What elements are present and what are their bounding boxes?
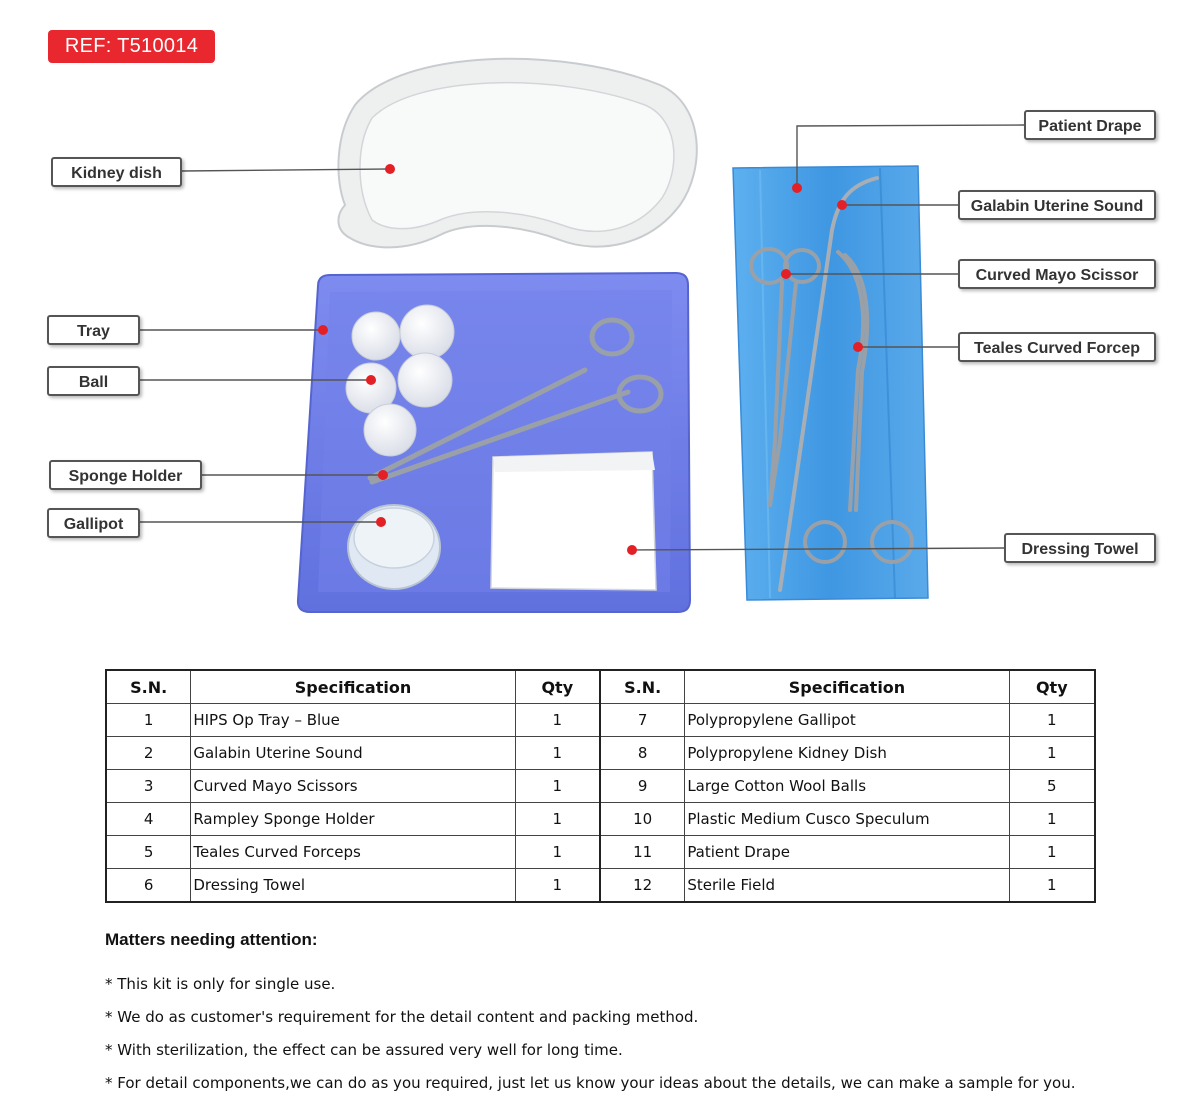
cell-sn: 3 — [106, 770, 191, 803]
note-item: * This kit is only for single use. — [105, 975, 336, 993]
cell-qty: 1 — [1009, 869, 1095, 903]
cell-qty: 1 — [1009, 836, 1095, 869]
cell-spec: Patient Drape — [685, 836, 1009, 869]
cell-spec: Polypropylene Kidney Dish — [685, 737, 1009, 770]
callout-dressing-towel: Dressing Towel — [1004, 533, 1156, 563]
cell-spec: Rampley Sponge Holder — [191, 803, 515, 836]
gallipot-image — [348, 505, 440, 589]
notes-title: Matters needing attention: — [105, 930, 318, 949]
note-item: * We do as customer's requirement for the detail content and packing method. — [105, 1008, 699, 1026]
callout-tray: Tray — [47, 315, 140, 345]
callout-curved-mayo-scissor: Curved Mayo Scissor — [958, 259, 1156, 289]
kidney-dish-image — [338, 59, 696, 248]
cell-sn: 2 — [106, 737, 191, 770]
cell-qty: 5 — [1009, 770, 1095, 803]
callout-sponge-holder: Sponge Holder — [49, 460, 202, 490]
cell-sn: 7 — [600, 704, 685, 737]
cell-qty: 1 — [515, 869, 600, 903]
cell-qty: 1 — [515, 836, 600, 869]
table-row — [106, 869, 1095, 903]
callout-kidney-dish: Kidney dish — [51, 157, 182, 187]
cell-qty: 1 — [1009, 704, 1095, 737]
cell-spec: Galabin Uterine Sound — [191, 737, 515, 770]
cell-qty: 1 — [515, 803, 600, 836]
cell-qty: 1 — [1009, 737, 1095, 770]
header-qty-left: Qty — [515, 670, 600, 704]
cell-spec: Polypropylene Gallipot — [685, 704, 1009, 737]
cell-sn: 11 — [600, 836, 685, 869]
callout-teales-curved-forcep: Teales Curved Forcep — [958, 332, 1156, 362]
table-row — [106, 836, 1095, 869]
table-row — [106, 704, 1095, 737]
cell-sn: 9 — [600, 770, 685, 803]
note-item: * With sterilization, the effect can be assured very well for long time. — [105, 1041, 623, 1059]
header-qty-right: Qty — [1009, 670, 1095, 704]
header-sn-right: S.N. — [600, 670, 685, 704]
header-spec-left: Specification — [191, 670, 515, 704]
cell-sn: 12 — [600, 869, 685, 903]
cell-sn: 6 — [106, 869, 191, 903]
header-spec-right: Specification — [685, 670, 1009, 704]
cell-sn: 5 — [106, 836, 191, 869]
header-sn-left: S.N. — [106, 670, 191, 704]
table-row — [106, 770, 1095, 803]
callout-gallipot: Gallipot — [47, 508, 140, 538]
cell-spec: HIPS Op Tray – Blue — [191, 704, 515, 737]
dressing-towel-image — [491, 452, 656, 590]
cell-sn: 4 — [106, 803, 191, 836]
cell-qty: 1 — [515, 737, 600, 770]
note-item: * For detail components,we can do as you required, just let us know your ideas about the details, we can make a sample for you. — [105, 1074, 1076, 1092]
cell-sn: 8 — [600, 737, 685, 770]
table-row — [106, 803, 1095, 836]
callout-ball: Ball — [47, 366, 140, 396]
cell-spec: Sterile Field — [685, 869, 1009, 903]
cell-qty: 1 — [1009, 803, 1095, 836]
callout-patient-drape: Patient Drape — [1024, 110, 1156, 140]
table-row — [106, 737, 1095, 770]
cell-spec: Plastic Medium Cusco Speculum — [685, 803, 1009, 836]
cell-spec: Teales Curved Forceps — [191, 836, 515, 869]
specification-table — [105, 669, 1096, 903]
table-header-row — [106, 670, 1095, 704]
cell-spec: Dressing Towel — [191, 869, 515, 903]
callout-galabin-uterine-sound: Galabin Uterine Sound — [958, 190, 1156, 220]
cell-spec: Large Cotton Wool Balls — [685, 770, 1009, 803]
cell-sn: 1 — [106, 704, 191, 737]
cell-sn: 10 — [600, 803, 685, 836]
cell-qty: 1 — [515, 770, 600, 803]
ref-badge: REF: T510014 — [48, 30, 215, 63]
cell-spec: Curved Mayo Scissors — [191, 770, 515, 803]
cell-qty: 1 — [515, 704, 600, 737]
